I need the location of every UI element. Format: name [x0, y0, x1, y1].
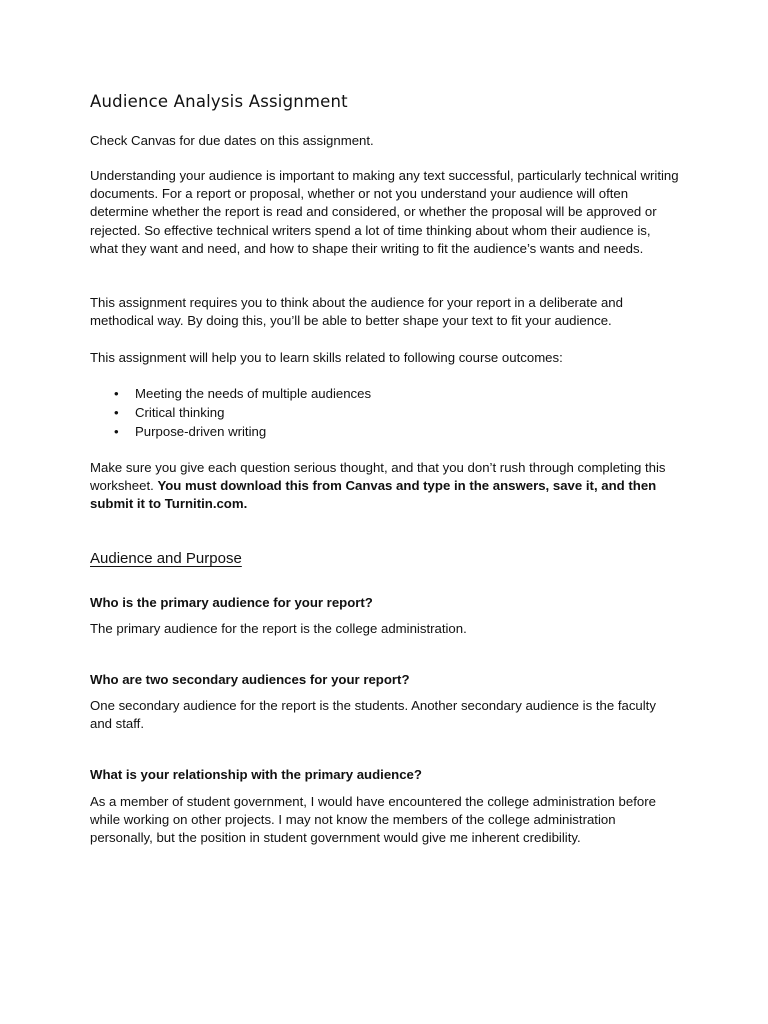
- document-title: Audience Analysis Assignment: [90, 92, 348, 111]
- instructions-emphasis: You must download this from Canvas and type in the answers, save it, and then submit it to Turnitin.com.: [90, 478, 657, 512]
- outcome-label: Purpose-driven writing: [135, 424, 267, 439]
- section-heading: Audience and Purpose: [90, 550, 242, 567]
- outcome-label: Critical thinking: [135, 405, 225, 420]
- instructions-text: Make sure you give each question serious thought, and that you don’t rush through completing this worksheet.: [90, 460, 666, 494]
- bullet-icon: •: [114, 386, 119, 401]
- answer-secondary-audiences: One secondary audience for the report is the students. Another secondary audience is the faculty and staff.: [90, 698, 656, 732]
- question-primary-audience: Who is the primary audience for your report?: [90, 595, 373, 610]
- outcomes-lead: This assignment will help you to learn skills related to following course outcomes:: [90, 350, 563, 365]
- answer-relationship: As a member of student government, I would have encountered the college administration before while working on other projects. I may not know the members of the college administration personally, but the position in student government would give me inherent credibility.: [90, 794, 656, 846]
- instructions-paragraph: [90, 459, 680, 514]
- list-item: [90, 384, 371, 403]
- list-item: [90, 422, 371, 441]
- question-relationship: What is your relationship with the primary audience?: [90, 767, 422, 782]
- due-date-note: Check Canvas for due dates on this assignment.: [90, 133, 374, 148]
- outcomes-list: [90, 384, 371, 441]
- requirement-paragraph: This assignment requires you to think about the audience for your report in a deliberate and methodical way. By doing this, you’ll be able to better shape your text to fit your audience.: [90, 295, 623, 329]
- answer-primary-audience: The primary audience for the report is the college administration.: [90, 621, 467, 636]
- outcome-label: Meeting the needs of multiple audiences: [135, 386, 372, 401]
- list-item: [90, 403, 371, 422]
- understanding-paragraph: Understanding your audience is important to making any text successful, particularly technical writing documents. For a report or proposal, whether or not you understand your audience will often determine whether the report is read and considered, or whether the proposal will be approved or rejected. So effective technical writers spend a lot of time thinking about whom their audience is, what they want and need, and how to shape their writing to fit the audience’s wants and needs.: [90, 168, 679, 256]
- bullet-icon: •: [114, 424, 119, 439]
- question-secondary-audiences: Who are two secondary audiences for your report?: [90, 672, 410, 687]
- bullet-icon: •: [114, 405, 119, 420]
